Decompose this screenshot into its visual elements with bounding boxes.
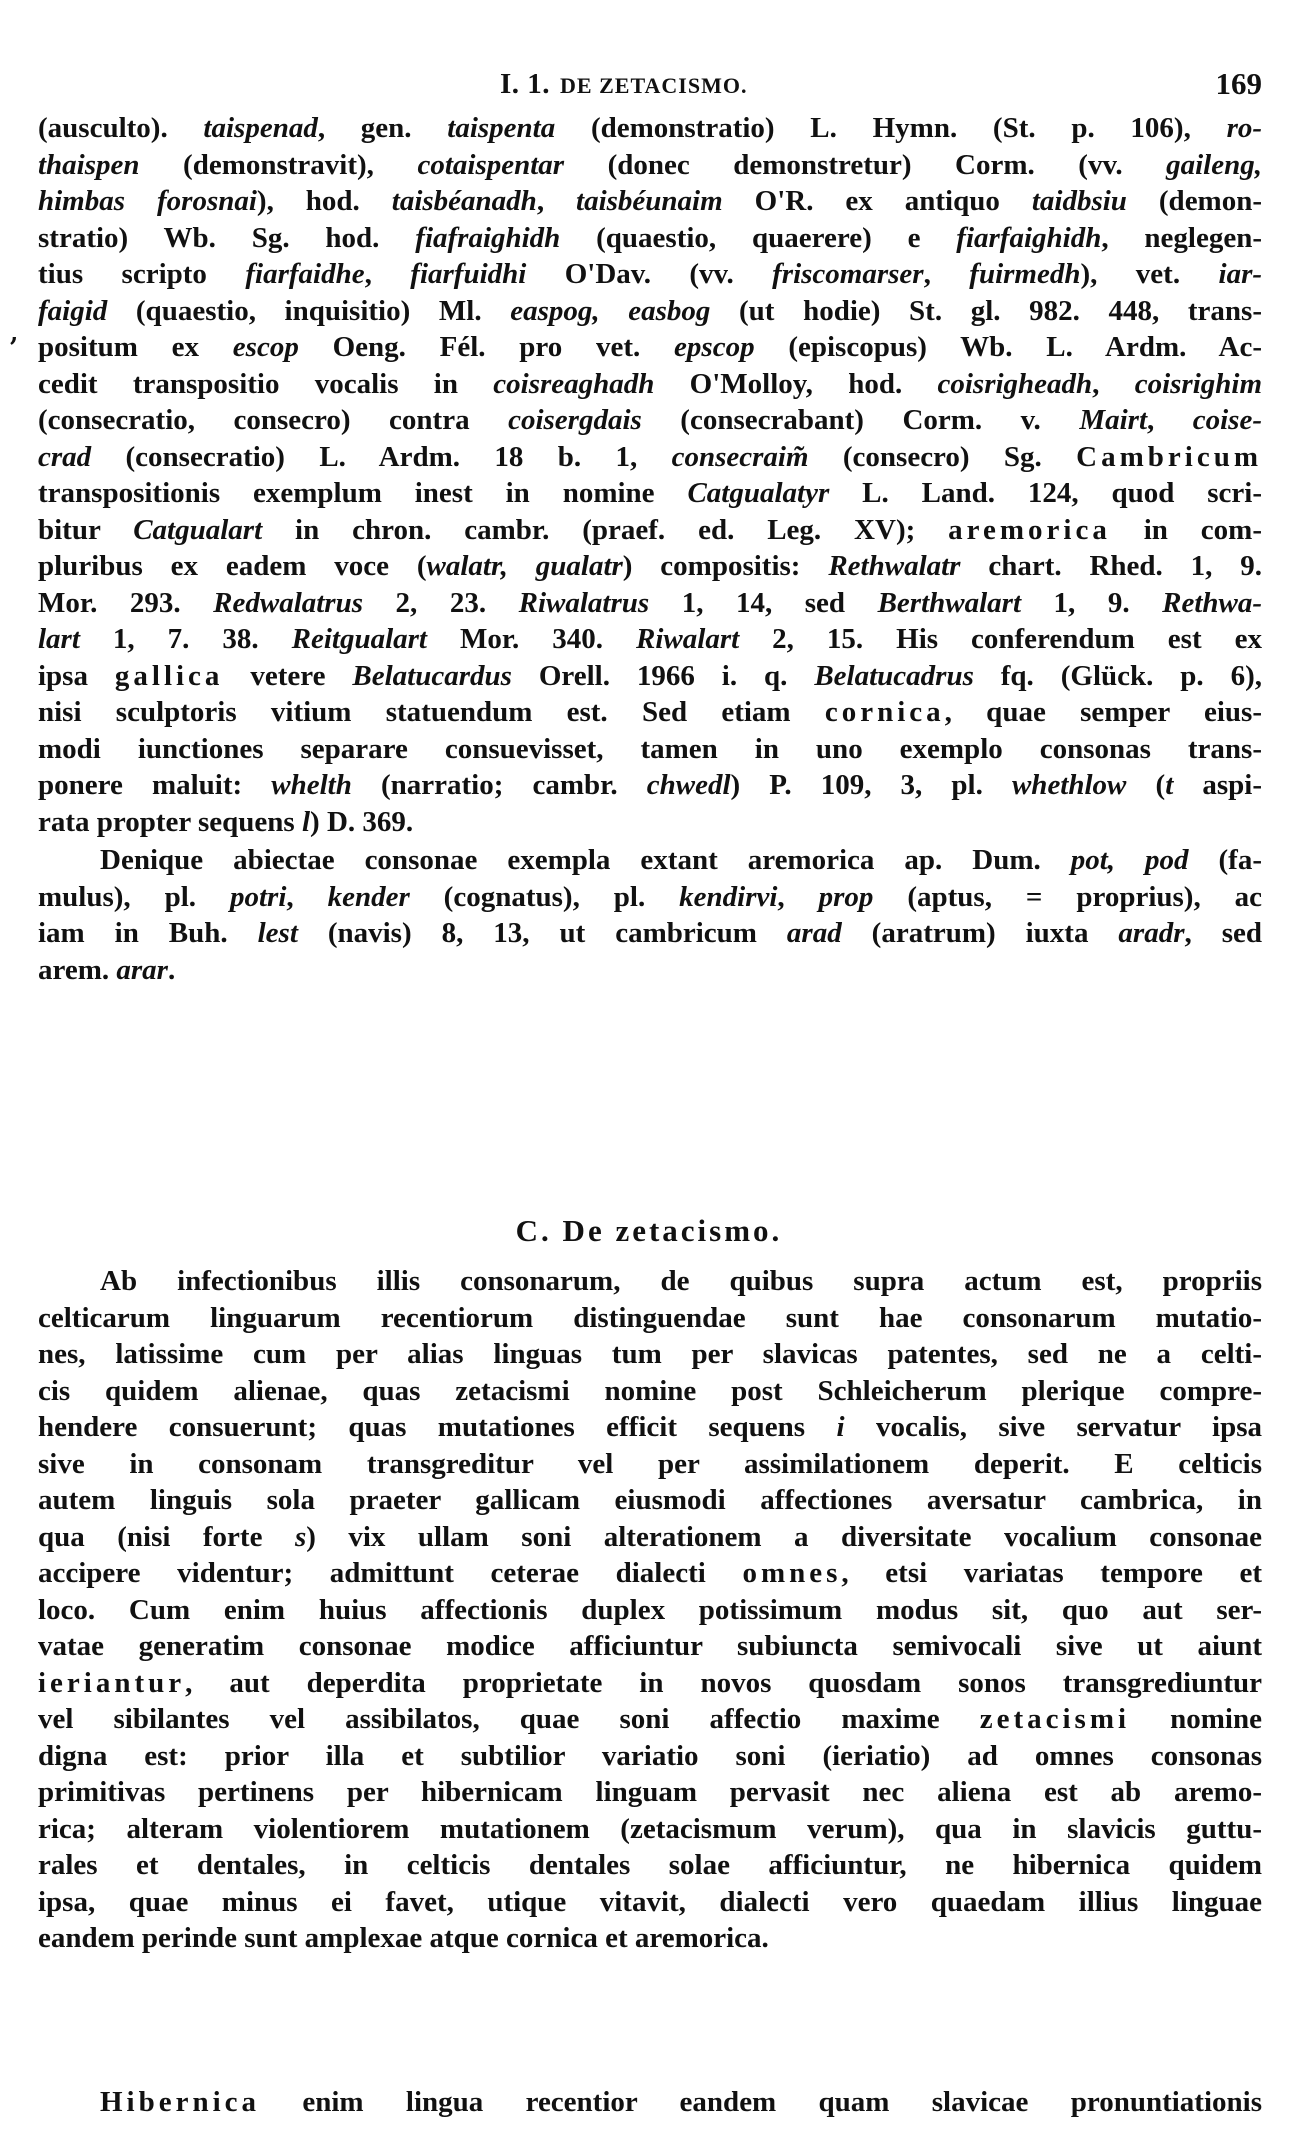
running-head-title: DE ZETACISMO.	[560, 73, 748, 98]
text-run: (demonstravit),	[139, 148, 418, 181]
text-line	[38, 548, 1262, 584]
italic-term: gaileng,	[1166, 148, 1262, 181]
text-run: (consecratio) L. Ardm. 18 b. 1,	[91, 440, 672, 473]
italic-term: coisreaghadh	[493, 367, 655, 400]
page-number: 169	[1215, 66, 1262, 101]
italic-term: s	[294, 1520, 307, 1553]
text-run: 2, 15. His conferendum est ex	[739, 623, 1262, 655]
text-run: iam in Buh.	[38, 917, 258, 949]
text-line	[38, 110, 1262, 146]
text-line	[38, 329, 1262, 365]
text-line	[38, 1665, 1262, 1701]
italic-term: Reitgualart	[291, 623, 427, 655]
text-run: ,	[777, 880, 819, 913]
text-run: (consecratio, consecro) contra	[38, 404, 509, 436]
italic-term: Redwalatrus	[213, 586, 364, 619]
text-run: Denique abiectae consonae exempla extant aremorica ap. Dum.	[100, 844, 1071, 876]
text-line	[38, 1446, 1262, 1482]
text-run: (quaestio, inquisitio) Ml.	[107, 294, 511, 327]
italic-term: epscop	[674, 331, 755, 363]
text-run: (demonstratio) L. Hymn. (St. p. 106),	[555, 112, 1227, 144]
text-run: ) vix ullam soni alterationem a diversitate vocalium consonae	[306, 1520, 1262, 1553]
italic-term: arad	[786, 917, 842, 949]
italic-term: Catgualart	[133, 513, 263, 546]
italic-term: escop	[232, 331, 299, 363]
text-run: ,	[1147, 404, 1193, 436]
text-line	[38, 512, 1262, 548]
text-line	[38, 767, 1262, 803]
text-run: Ab infectionibus illis consonarum, de quibus supra actum est, propriis	[100, 1265, 1262, 1297]
text-run: digna est: prior illa et subtilior variatio soni (ieriatio) ad omnes consonas	[38, 1739, 1262, 1772]
spaced-term: Cambricum	[1076, 440, 1262, 473]
text-run: (aptus, = proprius), ac	[873, 880, 1263, 913]
text-run: loco. Cum enim huius affectionis duplex potissimum modus sit, quo aut ser-	[38, 1593, 1262, 1626]
text-run: in com-	[1110, 513, 1262, 546]
italic-term: coise-	[1192, 404, 1262, 436]
italic-term: fiafraighidh	[415, 221, 561, 254]
spaced-term: omnes	[742, 1557, 842, 1589]
text-line	[38, 1847, 1262, 1883]
text-run: (aratrum) iuxta	[841, 917, 1119, 949]
text-line	[38, 1300, 1262, 1336]
text-run: eandem perinde sunt amplexae atque cornica et aremorica.	[38, 1922, 769, 1954]
text-line	[38, 879, 1262, 915]
text-run: enim lingua recentior eandem quam slavicae pronuntiationis	[260, 2086, 1262, 2118]
text-run: rica; alteram violentiorem mutationem (zetacismum verum), qua in slavicis guttu-	[38, 1812, 1262, 1845]
text-run: ponere maluit:	[38, 769, 272, 801]
text-line	[38, 1884, 1262, 1920]
text-line	[38, 1373, 1262, 1409]
italic-term: Riwalatrus	[518, 586, 650, 619]
italic-term: i	[836, 1411, 845, 1443]
text-line	[38, 1628, 1262, 1664]
text-line	[38, 585, 1262, 621]
text-run: ipsa	[38, 659, 115, 692]
text-run: mulus), pl.	[38, 880, 230, 913]
italic-term: pot, pod	[1070, 844, 1189, 876]
italic-term: taisbéunaim	[576, 185, 723, 217]
spaced-term: ieriantur	[38, 1666, 186, 1699]
text-run: ) D. 369.	[310, 805, 414, 838]
text-line	[100, 1263, 1262, 1299]
text-run: O'R. ex antiquo	[722, 185, 1032, 217]
italic-term: fiarfaidhe	[245, 258, 365, 290]
italic-term: iar-	[1218, 258, 1263, 290]
text-line	[38, 147, 1262, 183]
text-line	[100, 842, 1262, 878]
italic-term: potri	[229, 880, 287, 913]
spaced-term: aremorica	[948, 513, 1111, 546]
spaced-term: gallica	[114, 659, 224, 692]
text-line	[38, 220, 1262, 256]
text-run: in chron. cambr. (praef. ed. Leg. XV);	[262, 513, 949, 546]
text-line	[38, 366, 1262, 402]
italic-term: lest	[257, 917, 298, 949]
text-run: 1, 14, sed	[649, 586, 878, 619]
text-run: , etsi variatas tempore et	[841, 1557, 1262, 1589]
italic-term: coisrigheadh	[937, 367, 1093, 400]
italic-term: taisbéanadh	[391, 185, 537, 217]
text-run: Orell. 1966 i. q.	[511, 659, 815, 692]
italic-term: faigid	[38, 294, 108, 327]
spaced-term: Hibernica	[100, 2086, 261, 2118]
text-run: (episcopus) Wb. L. Ardm. Ac-	[754, 331, 1262, 363]
text-run: (consecro) Sg.	[808, 440, 1077, 473]
text-run: fq. (Glück. p. 6),	[973, 659, 1262, 692]
italic-term: easpog, easbog	[510, 294, 711, 327]
spaced-term: zetacismi	[979, 1703, 1131, 1735]
text-run: stratio) Wb. Sg. hod.	[38, 221, 416, 254]
text-line	[38, 1592, 1262, 1628]
text-line	[38, 1409, 1262, 1445]
text-run: vel sibilantes vel assibilatos, quae soni affectio maxime	[38, 1703, 980, 1735]
text-run: cis quidem alienae, quas zetacismi nomine post Schleicherum plerique compre-	[38, 1374, 1262, 1407]
italic-term: aradr	[1118, 917, 1185, 949]
text-run: chart. Rhed. 1, 9.	[960, 550, 1262, 582]
text-run: rata propter sequens	[38, 805, 302, 838]
italic-term: Mairt	[1079, 404, 1147, 436]
italic-term: coisergdais	[508, 404, 642, 436]
text-run: O'Molloy, hod.	[654, 367, 938, 400]
italic-term: Rethwalatr	[828, 550, 961, 582]
text-run: hendere consuerunt; quas mutationes efficit sequens	[38, 1411, 837, 1443]
running-head-section: I. 1.	[500, 68, 551, 100]
text-line	[38, 1482, 1262, 1518]
text-line	[38, 1774, 1262, 1810]
italic-term: thaispen	[38, 148, 140, 181]
italic-term: fiarfaighidh	[956, 221, 1102, 254]
text-run: Mor. 293.	[38, 586, 214, 619]
text-line	[38, 1920, 1262, 1956]
text-run: ) compositis:	[622, 550, 829, 582]
italic-term: Belatucadrus	[814, 659, 974, 692]
text-run: ), hod.	[256, 185, 392, 217]
italic-term: fiarfuidhi	[410, 258, 527, 290]
text-line	[38, 1811, 1262, 1847]
italic-term: l	[301, 805, 311, 838]
text-run: .	[167, 953, 176, 986]
italic-term: chwedl	[646, 769, 731, 801]
text-run: cedit transpositio vocalis in	[38, 367, 494, 400]
text-run: rales et dentales, in celticis dentales solae afficiuntur, ne hibernica quidem	[38, 1849, 1262, 1881]
text-line	[38, 804, 1262, 840]
italic-term: cotaispentar	[417, 148, 565, 181]
italic-term: ro-	[1226, 112, 1263, 144]
text-line	[38, 915, 1262, 951]
text-run: accipere videntur; admittunt ceterae dialecti	[38, 1557, 743, 1589]
italic-term: kendirvi	[679, 880, 778, 913]
text-run: ,	[536, 185, 577, 217]
text-line	[38, 1701, 1262, 1737]
text-run: vocalis, sive servatur ipsa	[844, 1411, 1263, 1443]
stray-comma-mark: ,	[10, 318, 19, 347]
text-run: (demon-	[1126, 185, 1263, 217]
text-run: , sed	[1184, 917, 1262, 949]
text-line	[38, 183, 1262, 219]
text-run: ,	[923, 258, 970, 290]
text-line	[38, 256, 1262, 292]
text-run: bitur	[38, 513, 134, 546]
italic-term: t	[1165, 769, 1174, 801]
italic-term: coisrighim	[1134, 367, 1263, 400]
text-run: primitivas pertinens per hibernicam linguam pervasit nec aliena est ab aremo-	[38, 1776, 1262, 1808]
text-line	[100, 2084, 1262, 2120]
text-run: vatae generatim consonae modice afficiuntur subiuncta semivocali sive ut aiunt	[38, 1630, 1262, 1662]
text-run: , aut deperdita proprietate in novos quosdam sonos transgrediuntur	[185, 1666, 1262, 1699]
text-run: pluribus ex eadem voce (	[38, 550, 427, 582]
text-run: (ausculto).	[38, 112, 204, 144]
section-heading: C. De zetacismo.	[515, 1213, 783, 1248]
text-line	[38, 439, 1262, 475]
italic-term: arar	[116, 953, 168, 986]
text-run: positum ex	[38, 331, 233, 363]
italic-term: whelth	[271, 769, 352, 801]
text-run: (cognatus), pl.	[409, 880, 680, 913]
italic-term: kender	[327, 880, 410, 913]
text-line	[38, 475, 1262, 511]
text-run: celticarum linguarum recentiorum distinguendae sunt hae consonarum mutatio-	[38, 1301, 1262, 1334]
italic-term: taidbsiu	[1031, 185, 1127, 217]
text-run: autem linguis sola praeter gallicam eiusmodi affectiones aversatur cambrica, in	[38, 1484, 1262, 1516]
text-run: , neglegen-	[1101, 221, 1262, 254]
italic-term: Catgualatyr	[687, 477, 830, 509]
text-line	[38, 1519, 1262, 1555]
text-run: (consecrabant) Corm. v.	[641, 404, 1080, 436]
italic-term: walatr, gualatr	[426, 550, 623, 582]
text-run: ,	[1092, 367, 1135, 400]
italic-term: whethlow	[1011, 769, 1127, 801]
text-line	[38, 952, 1262, 988]
italic-term: prop	[818, 880, 874, 913]
italic-term: Rethwa-	[1162, 586, 1263, 619]
text-run: ipsa, quae minus ei favet, utique vitavit, dialecti vero quaedam illius linguae	[38, 1885, 1262, 1918]
text-run: (navis) 8, 13, ut cambricum	[297, 917, 787, 949]
text-run: aspi-	[1173, 769, 1262, 801]
italic-term: Belatucardus	[352, 659, 512, 692]
text-run: (ut hodie) St. gl. 982. 448, trans-	[710, 294, 1262, 327]
text-run: ,	[286, 880, 328, 913]
italic-term: friscomarser	[772, 258, 924, 290]
text-run: 1, 9.	[1021, 586, 1163, 619]
running-head	[500, 68, 747, 101]
text-run: ) P. 109, 3, pl.	[730, 769, 1012, 801]
text-line	[38, 694, 1262, 730]
text-run: vetere	[223, 659, 353, 692]
text-line	[38, 731, 1262, 767]
text-run: transpositionis exemplum inest in nomine	[38, 477, 688, 509]
text-run: sive in consonam transgreditur vel per assimilationem deperit. E celticis	[38, 1447, 1262, 1480]
text-run: modi iunctiones separare consuevisset, tamen in uno exemplo consonas trans-	[38, 732, 1262, 765]
text-run: ,	[364, 258, 411, 290]
italic-term: crad	[38, 440, 92, 473]
italic-term: lart	[38, 623, 80, 655]
text-line	[38, 402, 1262, 438]
text-run: ), vet.	[1080, 258, 1219, 290]
text-run: (donec demonstretur) Corm. (vv.	[564, 148, 1167, 181]
italic-term: taispenad	[203, 112, 318, 144]
text-run: L. Land. 124, quod scri-	[829, 477, 1263, 509]
italic-term: taispenta	[447, 112, 556, 144]
text-run: (quaestio, quaerere) e	[560, 221, 957, 254]
text-run: nomine	[1130, 1703, 1262, 1735]
text-run: , gen.	[317, 112, 448, 144]
text-line	[38, 1336, 1262, 1372]
text-run: 2, 23.	[363, 586, 519, 619]
italic-term: consecraim̃	[671, 440, 809, 473]
text-run: Mor. 340.	[426, 623, 637, 655]
spaced-term: cornica	[824, 696, 945, 728]
text-line	[38, 658, 1262, 694]
text-run: (fa-	[1188, 844, 1262, 876]
text-run: nisi sculptoris vitium statuendum est. Sed etiam	[38, 696, 825, 728]
text-run: (narratio; cambr.	[351, 769, 647, 801]
text-line	[38, 1738, 1262, 1774]
italic-term: fuirmedh	[969, 258, 1081, 290]
text-line	[38, 621, 1262, 657]
text-run: , quae semper eius-	[944, 696, 1262, 728]
italic-term: himbas forosnai	[38, 185, 257, 217]
text-run: nes, latissime cum per alias linguas tum per slavicas patentes, sed ne a celti-	[38, 1338, 1262, 1370]
text-line	[38, 293, 1262, 329]
text-run: Oeng. Fél. pro vet.	[298, 331, 675, 363]
text-run: arem.	[38, 953, 117, 986]
text-run: O'Dav. (vv.	[526, 258, 773, 290]
italic-term: Riwalart	[636, 623, 740, 655]
text-run: tius scripto	[38, 258, 246, 290]
text-run: (	[1126, 769, 1166, 801]
italic-term: Berthwalart	[877, 586, 1022, 619]
text-line	[38, 1555, 1262, 1591]
text-run: 1, 7. 38.	[79, 623, 292, 655]
text-run: qua (nisi forte	[38, 1520, 295, 1553]
